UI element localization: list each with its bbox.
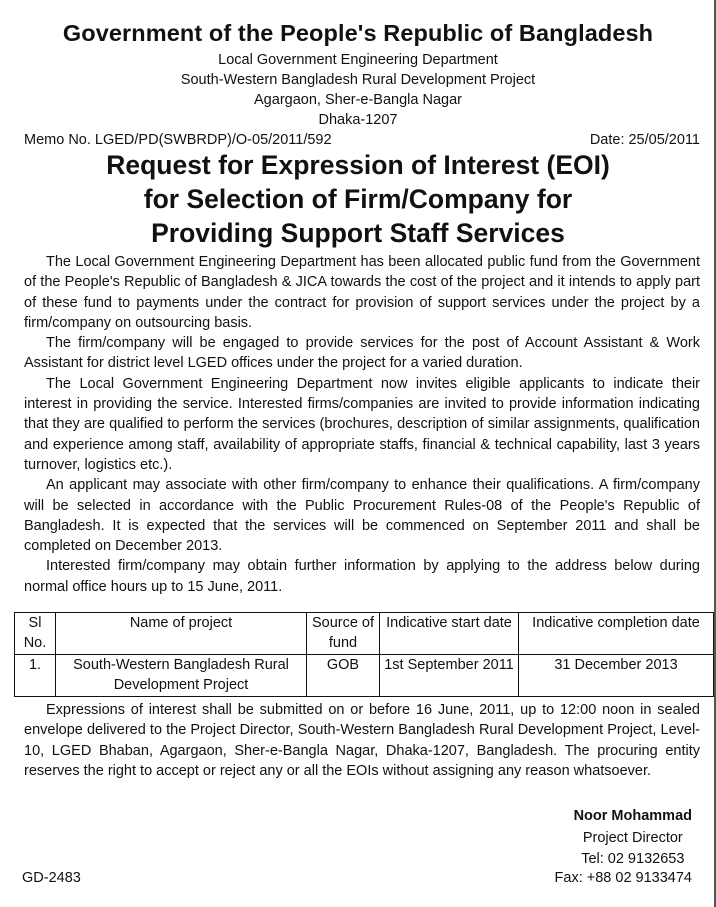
cell-sl-no: 1. xyxy=(15,655,56,697)
city-line: Dhaka-1207 xyxy=(318,112,398,128)
paragraph-funding: The Local Government Engineering Department has been allocated public fund from the Government of the People's Republic of Bangladesh & JICA towards the cost of the project and it intends to apply part of these fund to payments under the contract for provision of support services under the project by a firm/company on outsourcing basis. xyxy=(24,254,700,331)
closing-text xyxy=(24,700,700,781)
department-line: Local Government Engineering Department xyxy=(218,52,498,68)
table-row xyxy=(15,655,714,697)
header-project-name: Name of project xyxy=(56,613,307,655)
header-source-of-fund: Source of fund xyxy=(307,613,380,655)
header-completion-date: Indicative completion date xyxy=(519,613,714,655)
title-line-2: for Selection of Firm/Company for xyxy=(143,184,573,214)
body-paragraphs xyxy=(24,252,700,597)
cell-start-date: 1st September 2011 xyxy=(380,655,519,697)
paragraph-invitation: The Local Government Engineering Department now invites eligible applicants to indicate their interest in providing the service. Interested firms/companies are invited to provide information indicating that they are qualified to perform the services (brochures, description of similar assignments, qualification and experience among staff, availability of appropriate staffs, financial & technical capability, last 3 years turnover, logistics etc.). xyxy=(24,375,700,473)
location-line: Agargaon, Sher-e-Bangla Nagar xyxy=(254,92,462,108)
title-line-1: Request for Expression of Interest (EOI) xyxy=(106,150,610,180)
footer-code: GD-2483 xyxy=(22,870,81,886)
cell-source-of-fund: GOB xyxy=(307,655,380,697)
signatory-telephone: Tel: 02 9132653 xyxy=(581,851,685,867)
paragraph-association: An applicant may associate with other firm/company to enhance their qualifications. A firm/company will be selected in accordance with the Public Procurement Rules-08 of the People's Republic of Bangladesh. It is expected that the services will be commenced on September 2011 and shall be completed on December 2013. xyxy=(24,477,700,555)
memo-date: Date: 25/05/2011 xyxy=(589,132,700,148)
paragraph-information: Interested firm/company may obtain further information by applying to the address below during normal office hours up to 15 June, 2011. xyxy=(24,558,700,595)
signature-block xyxy=(574,806,692,871)
paragraph-engagement: The firm/company will be engaged to provide services for the post of Account Assistant & Work Assistant for district level LGED offices under the project for a varied duration. xyxy=(24,335,700,372)
header-sl-no: Sl No. xyxy=(15,613,56,655)
signatory-fax: Fax: +88 02 9133474 xyxy=(554,870,692,886)
title-line-3: Providing Support Staff Services xyxy=(151,218,565,248)
signatory-name: Noor Mohammad xyxy=(573,808,692,824)
project-line: South-Western Bangladesh Rural Development Project xyxy=(180,72,536,88)
memo-number: Memo No. LGED/PD(SWBRDP)/O-05/2011/592 xyxy=(24,132,332,148)
signatory-designation: Project Director xyxy=(582,829,683,846)
table-header-row xyxy=(15,613,714,655)
cell-project-name: South-Western Bangladesh Rural Development Project xyxy=(56,655,307,697)
government-heading: Government of the People's Republic of Bangladesh xyxy=(62,20,654,46)
paragraph-submission: Expressions of interest shall be submitted on or before 16 June, 2011, up to 12:00 noon in sealed envelope delivered to the Project Director, South-Western Bangladesh Rural Development Project, Level-10, LGED Bhaban, Agargaon, Sher-e-Bangla Nagar, Dhaka-1207, Bangladesh. The procuring entity reserves the right to accept or reject any or all the EOIs without assigning any reason whatsoever. xyxy=(24,702,700,779)
header-start-date: Indicative start date xyxy=(380,613,519,655)
cell-completion-date: 31 December 2013 xyxy=(519,655,714,697)
project-table xyxy=(14,612,714,697)
